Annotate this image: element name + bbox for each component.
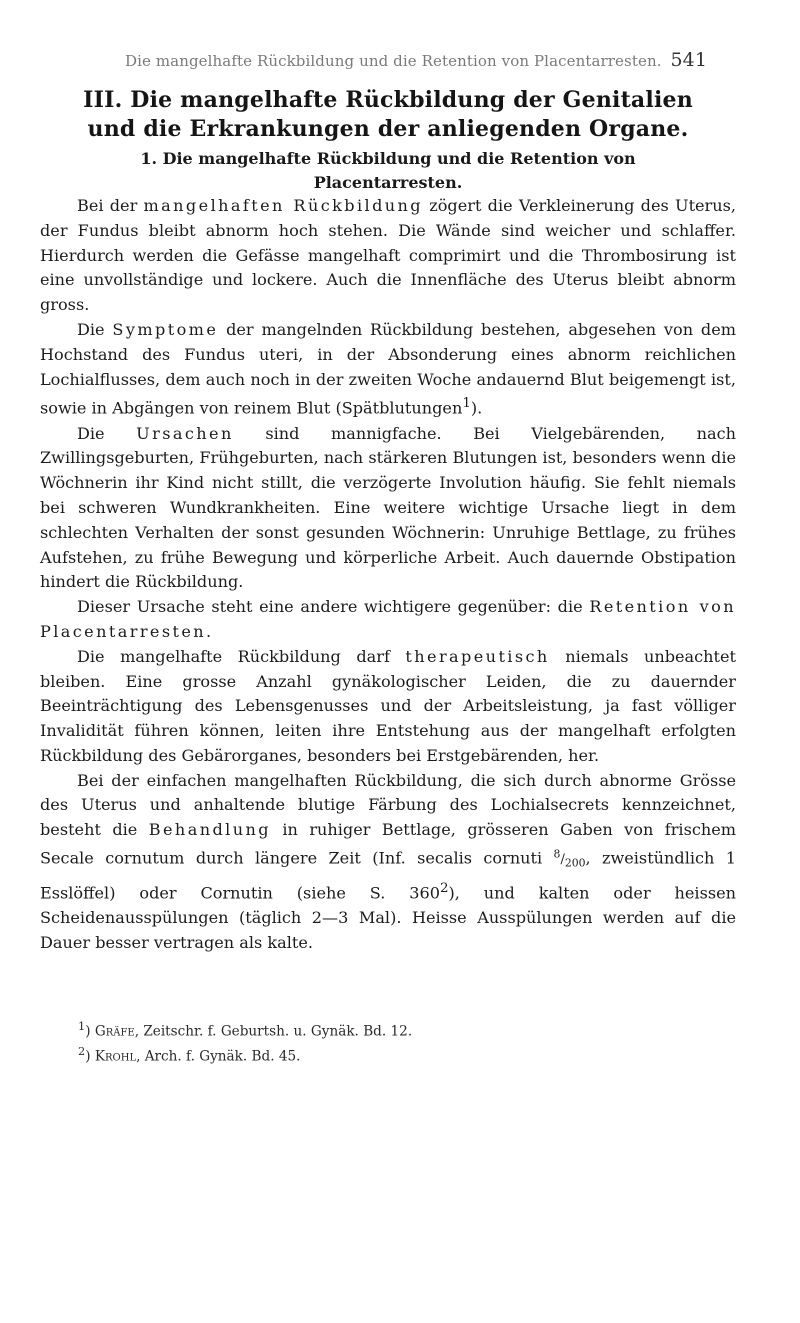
footnote: $^1$) Gräfe, Zeitschr. f. Geburtsh. u. Gynäk. Bd. 12. [78,1019,413,1040]
footnotes [40,1017,736,1066]
emphasis: Retention von Placentarresten. [40,597,736,641]
footnote-author: Krohl [94,1048,137,1065]
body-text [40,194,736,956]
emphasis: therapeutisch [405,646,550,666]
emphasis: Ursachen [136,423,234,443]
paragraph: Dieser Ursache steht eine andere wichtigere gegenüber: die Retention von Placentarresten. [40,597,736,641]
emphasis: mangelhaften Rückbildung [143,196,424,215]
paragraph: Die mangelhafte Rückbildung darf therapeutisch niemals unbeachtet bleiben. Eine grosse Anzahl gynäkologischer Leiden, die zu dauernder Beeinträchtigung des Lebensgenusses und der Arbeitsleistung, ja fast völliger Invalidität führen können, leiten ihre Entstehung aus der mangelhaft erfolgten Rückbildung des Gebärorganes, besonders bei Erstgebärenden, her. [40,646,736,765]
emphasis: Symptome [112,319,219,339]
section-heading-line-2: Placentarresten. [313,173,463,192]
running-title: Die mangelhafte Rückbildung und die Retention von Placentarresten. [124,52,662,70]
paragraph: Die Ursachen sind mannigfache. Bei Vielgebärenden, nach Zwillingsgeburten, Frühgeburten, nach stärkeren Blutungen ist, besonders wenn die Wöchnerin ihr Kind nicht stillt, die verzögerte Involution häufig. Sie fehlt niemals bei schweren Wundkrankheiten. Eine weitere wichtige Ursache liegt in dem schlechten Verhalten der sonst gesunden Wöchnerin: Unruhige Bettlage, zu frühes Aufstehen, zu frühe Bewegung und körperliche Arbeit. Auch dauernde Obstipation hindert die Rückbildung. [40,423,736,592]
emphasis: Behandlung [148,820,271,840]
chapter-heading-line-2: und die Erkrankungen der anliegenden Organe. [87,116,689,142]
page-number: 541 [670,49,708,71]
chapter-heading [40,86,736,144]
footnote-ref: 2 [439,880,449,896]
section-heading-line-1: 1. Die mangelhafte Rückbildung und die Retention von [140,149,636,168]
paragraph: Bei der einfachen mangelhaften Rückbildung, die sich durch abnorme Grösse des Uterus und anhaltende blutige Färbung des Lochialsecrets kennzeichnet, besteht die Behandlung in ruhiger Bettlage, grösseren Gaben von frischem Secale cornutum durch längere Zeit (Inf. secalis cornuti $^8/_{200}$, zweistündlich 1 Esslöffel) oder Cornutin (siehe S. $360^2$), und kalten oder heissen Scheidenausspülungen (täglich 2—3 Mal). Heisse Ausspülungen werden auf die Dauer besser vertragen als kalte. [40,770,736,952]
footnote: $^2$) Krohl, Arch. f. Gynäk. Bd. 45. [78,1043,301,1065]
fraction: $^8/_{200}$ [553,848,586,870]
chapter-heading-line-1: III. Die mangelhafte Rückbildung der Genitalien [83,87,693,113]
footnote-author: Gräfe [94,1023,135,1040]
paragraph: Bei der mangelhaften Rückbildung zögert die Verkleinerung des Uterus, der Fundus bleibt abnorm hoch stehen. Die Wände sind weicher und schlaffer. Hierdurch werden die Gefässe mangelhaft comprimirt und die Thrombosirung ist eine unvollständige und lockere. Auch die Innenfläche des Uterus bleibt abnorm gross. [40,196,736,315]
section-heading [40,147,736,195]
paragraph: Die Symptome der mangelnden Rückbildung bestehen, abgesehen von dem Hochstand des Fundus uteri, in der Absonderung eines abnorm reichlichen Lochialflusses, dem auch noch in der zweiten Woche andauernd Blut beigemengt ist, sowie in Abgängen von reinem Blut (Spätblutungen$^1$). [40,319,736,418]
running-header [96,50,736,71]
footnote-ref: 1 [462,396,471,412]
